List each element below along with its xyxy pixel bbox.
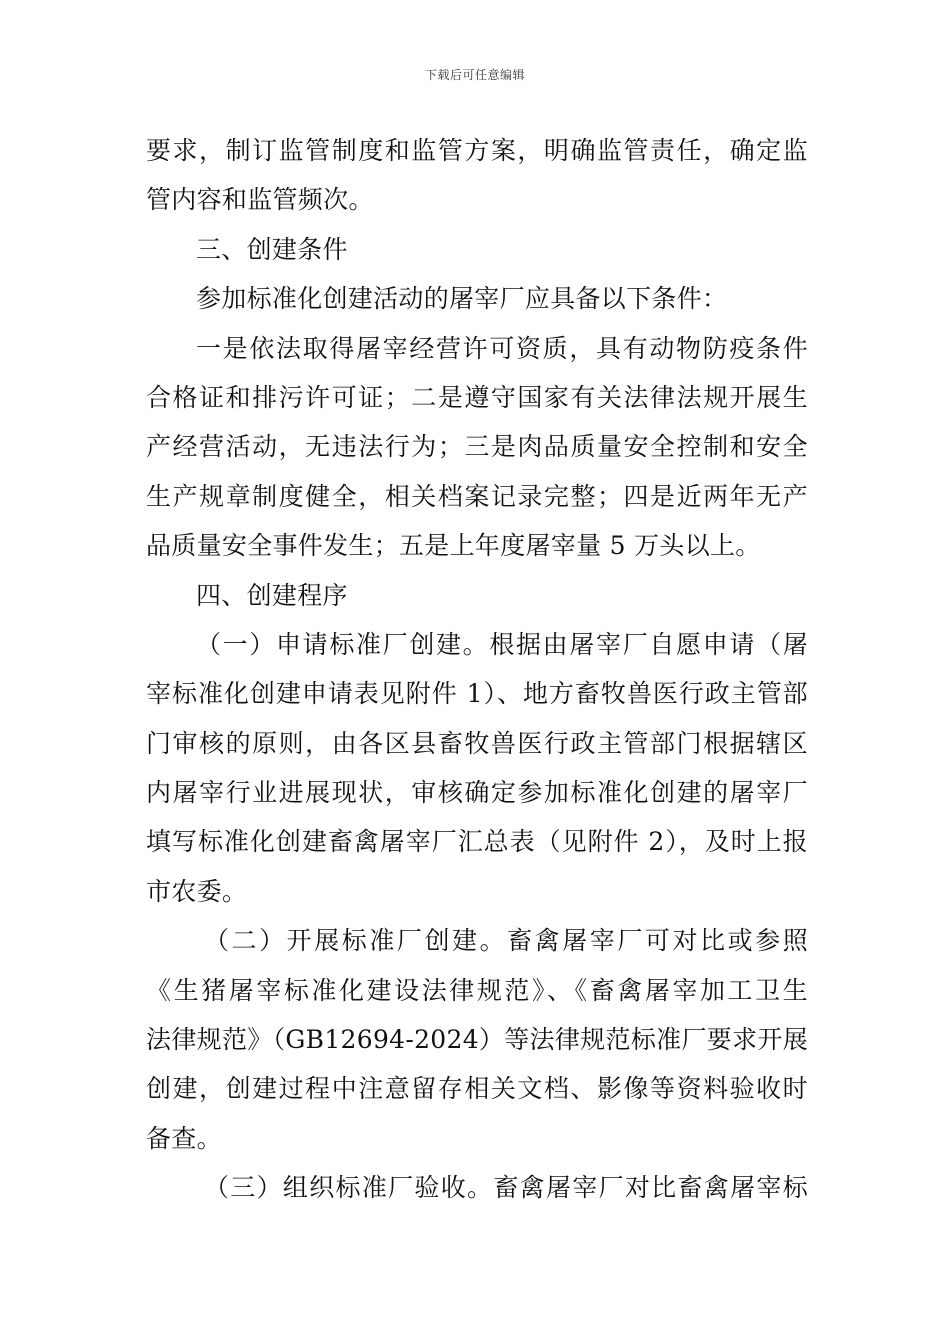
text-line: 《生猪屠宰标准化建设法律规范》、《畜禽屠宰加工卫生 (146, 975, 808, 1005)
text-line: 创建，创建过程中注意留存相关文档、影像等资料验收时 (146, 1074, 808, 1104)
text-line: （二）开展标准厂创建。畜禽屠宰厂可对比或参照 (204, 926, 808, 956)
text-line: 一是依法取得屠宰经营许可资质，具有动物防疫条件 (196, 333, 808, 363)
text-line: 门审核的原则，由各区县畜牧兽医行政主管部门根据辖区 (146, 728, 808, 758)
text-line: 要求，制订监管制度和监管方案，明确监管责任，确定监 (146, 136, 808, 165)
text-line: 宰标准化创建申请表见附件 1）、地方畜牧兽医行政主管部 (146, 679, 808, 709)
text-line: 品质量安全事件发生；五是上年度屠宰量 5 万头以上。 (146, 531, 761, 561)
text-line: 产经营活动，无违法行为；三是肉品质量安全控制和安全 (146, 432, 808, 462)
text-line: 市农委。 (146, 876, 248, 906)
text-line: 备查。 (146, 1123, 222, 1153)
text-line: 合格证和排污许可证；二是遵守国家有关法律法规开展生 (146, 382, 808, 412)
section-heading: 四、创建程序 (196, 580, 348, 610)
document-body (146, 126, 808, 1213)
text-line: （一）申请标准厂创建。根据由屠宰厂自愿申请（屠 (196, 629, 808, 659)
text-line: 法律规范》（GB12694-2024）等法律规范标准厂要求开展 (146, 1025, 808, 1055)
text-line: 参加标准化创建活动的屠宰厂应具备以下条件： (196, 284, 728, 314)
text-line: 生产规章制度健全，相关档案记录完整；四是近两年无产 (146, 481, 808, 511)
section-heading: 三、创建条件 (196, 234, 348, 264)
text-line: 内屠宰行业进展现状，审核确定参加标准化创建的屠宰厂 (146, 778, 808, 808)
text-line: 管内容和监管频次。 (146, 185, 374, 215)
text-line: （三）组织标准厂验收。畜禽屠宰厂对比畜禽屠宰标 (204, 1173, 808, 1203)
text-line: 填写标准化创建畜禽屠宰厂汇总表（见附件 2），及时上报 (146, 827, 808, 857)
page-header: 下载后可任意编辑 (424, 68, 525, 82)
